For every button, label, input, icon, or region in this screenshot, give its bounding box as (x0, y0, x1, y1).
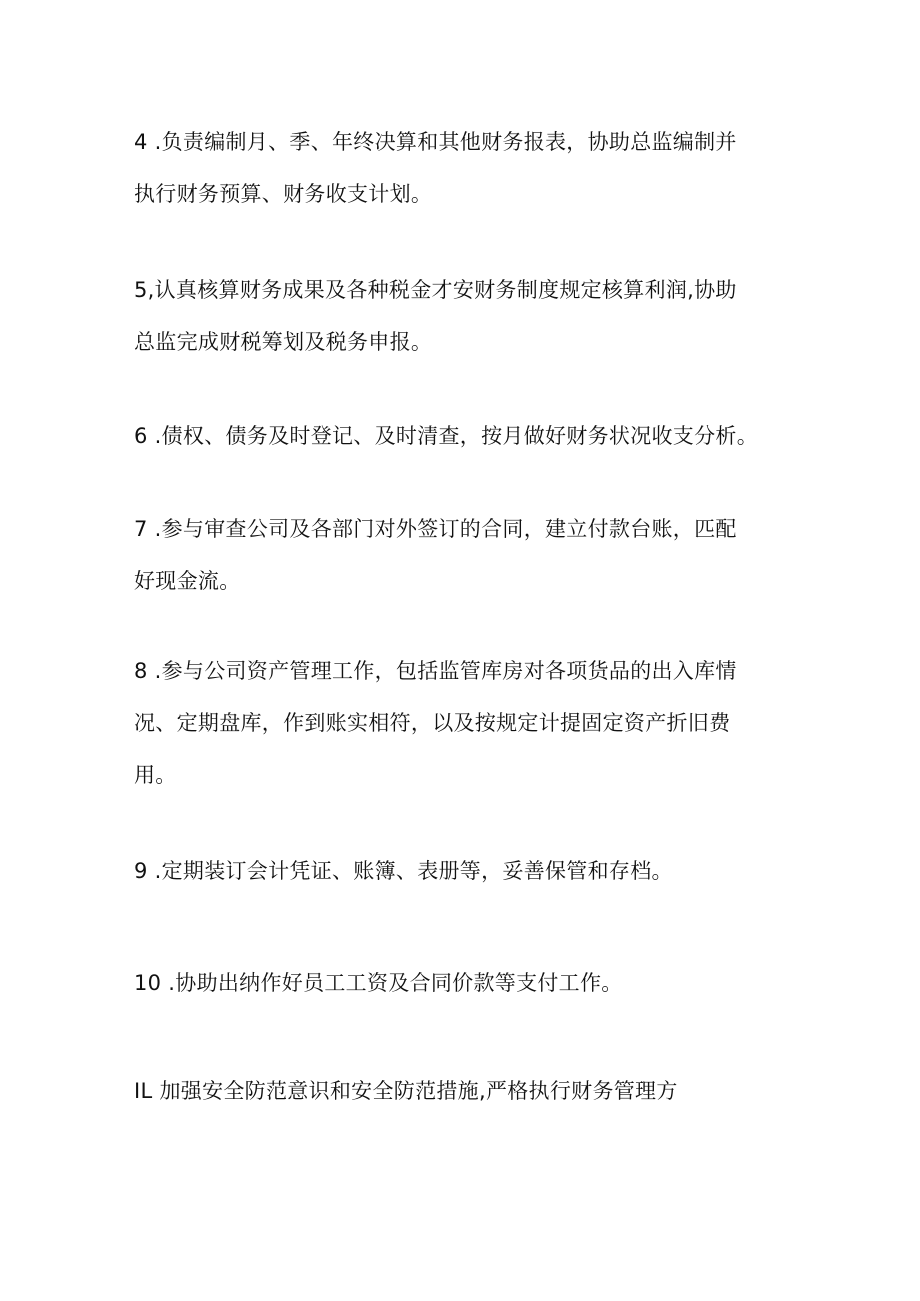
paragraph-item-6 (134, 410, 794, 462)
paragraph-line: 用。 (134, 763, 177, 787)
paragraph-line: IL 加强安全防范意识和安全防范措施,严格执行财务管理方 (134, 1079, 678, 1103)
paragraph-item-5 (134, 264, 794, 368)
paragraph-line: 4 .负责编制月、季、年终决算和其他财务报表，协助总监编制并 (134, 130, 737, 154)
paragraph-line: 5,认真核算财务成果及各种税金才安财务制度规定核算利润,协助 (134, 278, 737, 302)
paragraph-item-10 (134, 957, 794, 1009)
paragraph-line: 好现金流。 (134, 569, 241, 593)
paragraph-item-8 (134, 645, 794, 801)
paragraph-line: 况、定期盘库，作到账实相符，以及按规定计提固定资产折旧费 (134, 711, 731, 735)
paragraph-item-7 (134, 503, 794, 607)
paragraph-item-9 (134, 845, 794, 897)
paragraph-line: 7 .参与审查公司及各部门对外签订的合同，建立付款台账，匹配 (134, 517, 737, 541)
paragraph-line: 执行财务预算、财务收支计划。 (134, 182, 433, 206)
paragraph-item-11 (134, 1065, 794, 1117)
paragraph-line: 10 .协助出纳作好员工工资及合同价款等支付工作。 (134, 971, 623, 995)
paragraph-line: 8 .参与公司资产管理工作，包括监管库房对各项货品的出入库情 (134, 659, 737, 683)
paragraph-line: 9 .定期装订会计凭证、账簿、表册等，妥善保管和存档。 (134, 859, 673, 883)
paragraph-item-4 (134, 116, 794, 220)
paragraph-line: 总监完成财税筹划及税务申报。 (134, 330, 433, 354)
paragraph-line: 6 .债权、债务及时登记、及时清查，按月做好财务状况收支分析。 (134, 424, 759, 448)
